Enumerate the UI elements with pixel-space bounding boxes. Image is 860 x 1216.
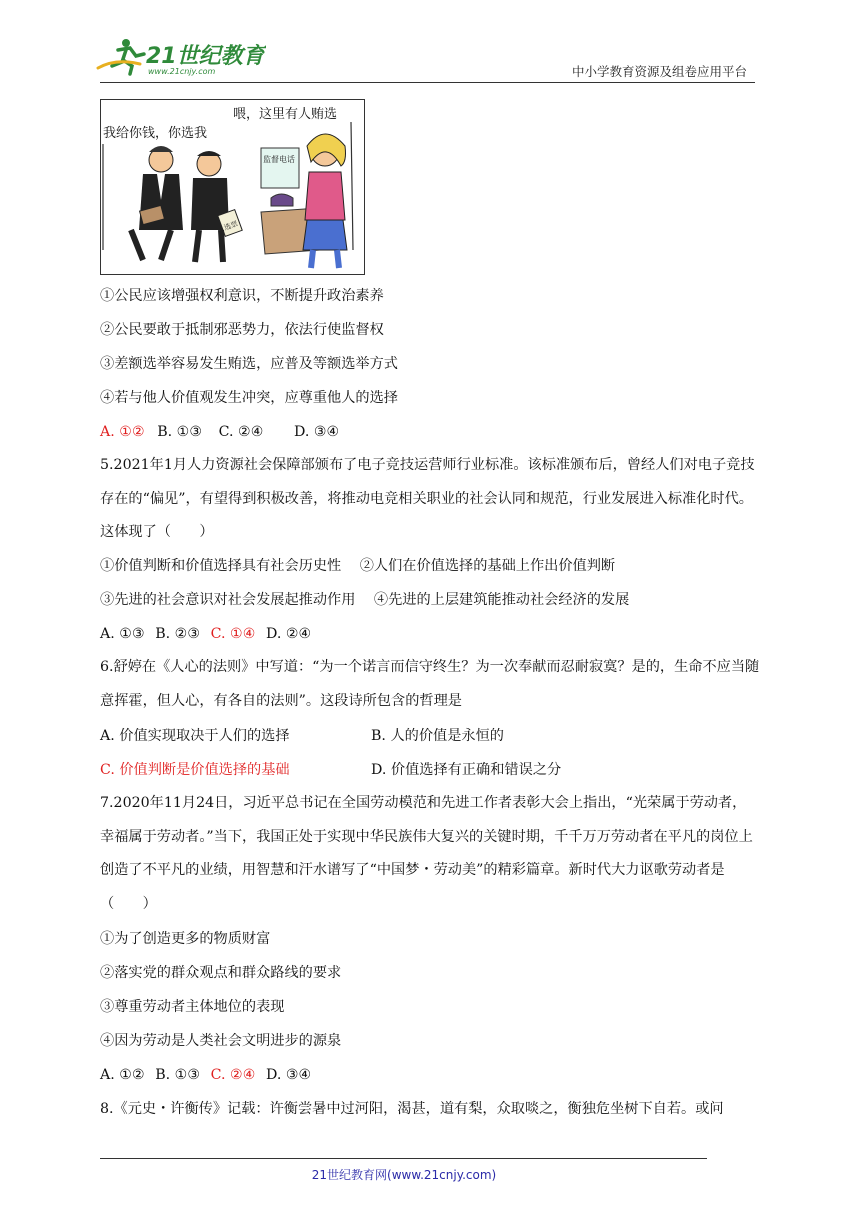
q7-answer-c[interactable]: C. ②④: [210, 1067, 256, 1083]
q7-item-2: ②落实党的群众观点和群众路线的要求: [100, 965, 342, 981]
q5-stem: 5.2021年1月人力资源社会保障部颁布了电子竞技运营师行业标准。该标准颁布后，曾经人们对电子竞技存在的“偏见”，有望得到积极改善，将推动电竞相关职业的社会认同和规范，行业发展进入标准化时代。这体现了（ ）: [100, 457, 755, 540]
q5-items-row1: [100, 556, 615, 576]
header-rule: [100, 82, 755, 83]
q7-answers: [100, 1065, 311, 1085]
q5-answer-c[interactable]: C. ①④: [210, 626, 256, 642]
voter-figure: [191, 151, 242, 262]
footer-link[interactable]: 21世纪教育网(www.21cnjy.com): [311, 1168, 497, 1182]
q5-items-row2: [100, 590, 629, 610]
runner-icon: [98, 39, 144, 74]
q4-answer-d[interactable]: D. ③④: [293, 424, 340, 440]
briber-figure: [131, 146, 183, 260]
platform-name: 中小学教育资源及组卷应用平台: [572, 64, 748, 79]
q6-option-c[interactable]: C. 价值判断是价值选择的基础: [100, 762, 290, 778]
q4-answer-c[interactable]: C. ②④: [218, 424, 264, 440]
q5-item-1: ①价值判断和价值选择具有社会历史性: [100, 558, 342, 574]
ballot-label: 选票: [223, 219, 239, 232]
q5-item-3: ③先进的社会意识对社会发展起推动作用: [100, 592, 356, 608]
q7-item-4: ④因为劳动是人类社会文明进步的源泉: [100, 1033, 342, 1049]
q6-option-b[interactable]: B. 人的价值是永恒的: [371, 728, 504, 744]
q5-answer-d[interactable]: D. ②④: [265, 626, 312, 642]
q5-answer-a[interactable]: A. ①③: [100, 626, 145, 642]
q4-item-1: ①公民应该增强权利意识，不断提升政治素养: [100, 288, 384, 304]
q5-item-4: ④先进的上层建筑能推动社会经济的发展: [373, 592, 630, 608]
bubble-left-text: 我给你钱，你选我: [103, 126, 208, 141]
q4-item-3: ③差额选举容易发生贿选，应普及等额选举方式: [100, 356, 398, 372]
bribery-cartoon: [100, 99, 365, 275]
sign-label: 监督电话: [263, 155, 295, 164]
bubble-right-text: 喂，这里有人贿选: [233, 107, 338, 122]
q7-item-3: ③尊重劳动者主体地位的表现: [100, 999, 285, 1015]
q5-item-2: ②人们在价值选择的基础上作出价值判断: [359, 558, 616, 574]
logo-title: 21世纪教育: [146, 44, 265, 69]
q4-answer-b[interactable]: B. ①③: [157, 424, 203, 440]
q4-answer-a[interactable]: A. ①②: [100, 424, 145, 440]
q4-answers: [100, 422, 339, 442]
q5-answer-b[interactable]: B. ②③: [155, 626, 201, 642]
site-logo: [96, 36, 266, 78]
q4-item-4: ④若与他人价值观发生冲突，应尊重他人的选择: [100, 390, 398, 406]
q7-answer-b[interactable]: B. ①③: [155, 1067, 201, 1083]
q7-stem: 7.2020年11月24日，习近平总书记在全国劳动模范和先进工作者表彰大会上指出，“光荣属于劳动者，幸福属于劳动者。”当下，我国正处于实现中华民族伟大复兴的关键时期，千千万万劳动者在平凡的岗位上创造了不平凡的业绩，用智慧和汗水谱写了“中国梦・劳动美”的精彩篇章。新时代大力讴歌劳动者是（ ）: [100, 795, 753, 912]
footer-rule: [100, 1158, 707, 1159]
q6-option-a[interactable]: A. 价值实现取决于人们的选择: [100, 728, 290, 744]
phone-sign: [261, 148, 299, 188]
q7-answer-a[interactable]: A. ①②: [100, 1067, 145, 1083]
q7-item-1: ①为了创造更多的物质财富: [100, 931, 271, 947]
q8-stem: 8.《元史・许衡传》记载：许衡尝暑中过河阳，渴甚，道有梨，众取啖之，衡独危坐树下自若。或问: [100, 1101, 724, 1117]
q7-answer-d[interactable]: D. ③④: [265, 1067, 312, 1083]
woman-figure: [303, 134, 347, 268]
q6-option-d[interactable]: D. 价值选择有正确和错误之分: [371, 762, 562, 778]
logo-url: www.21cnjy.com: [148, 67, 216, 76]
q5-answers: [100, 624, 311, 644]
q6-stem: 6.舒婷在《人心的法则》中写道：“为一个诺言而信守终生？为一次奉献而忍耐寂寞？是的，生命不应当随意挥霍，但人心，有各自的法则”。这段诗所包含的哲理是: [100, 659, 760, 709]
q4-item-2: ②公民要敢于抵制邪恶势力，依法行使监督权: [100, 322, 384, 338]
